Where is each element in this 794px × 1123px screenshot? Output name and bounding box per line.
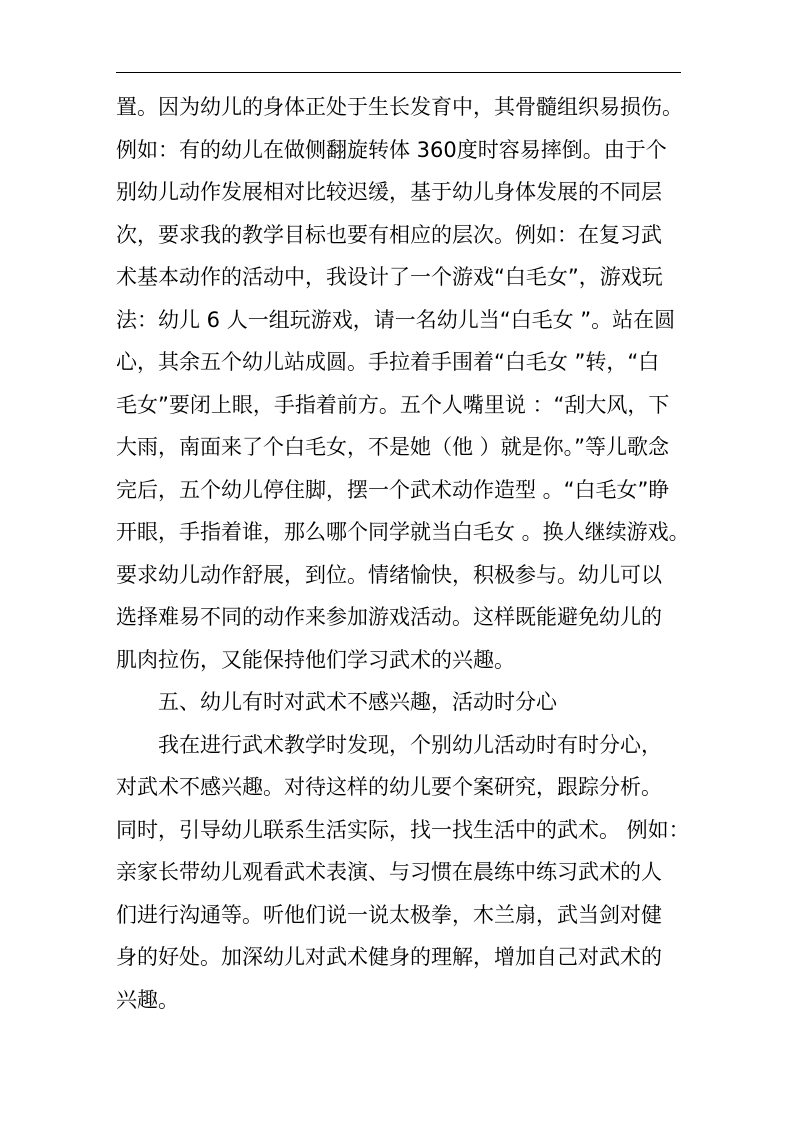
text-line: 选择难易不同的动作来参加游戏活动。这样既能避免幼儿的 <box>116 605 662 629</box>
paragraph-first-line: 五、幼儿有时对武术不感兴趣，活动时分心 <box>158 690 557 714</box>
text-line: 大雨，南面来了个白毛女，不是她（他 ）就是你。”等儿歌念 <box>116 435 670 459</box>
paragraph-first-line: 我在进行武术教学时发现，个别幼儿活动时有时分心， <box>158 732 662 757</box>
text-line: 例如：有的幼儿在做侧翻旋转体 360度时容易摔倒。由于个 <box>116 137 667 162</box>
text-line: 要求幼儿动作舒展，到位。情绪愉快，积极参与。幼儿可以 <box>116 562 662 587</box>
text-line: 毛女”要闭上眼，手指着前方。五个人嘴里说 ：“刮大风，下 <box>116 392 670 417</box>
text-line: 法：幼儿 6 人一组玩游戏，请一名幼儿当“白毛女 ”。站在圆 <box>116 307 676 332</box>
text-line: 开眼，手指着谁，那么哪个同学就当白毛女 。换人继续游戏。 <box>116 520 690 544</box>
document-body <box>116 86 690 1021</box>
text-line: 同时，引导幼儿联系生活实际，找一找生活中的武术。 例如： <box>116 817 690 842</box>
text-line: 心，其余五个幼儿站成圆。手拉着手围着“白毛女 ”转，“白 <box>116 350 660 374</box>
text-line: 亲家长带幼儿观看武术表演、与习惯在晨练中练习武术的人 <box>116 860 662 884</box>
text-line: 别幼儿动作发展相对比较迟缓，基于幼儿身体发展的不同层 <box>116 180 662 204</box>
text-line: 兴趣。 <box>116 987 179 1012</box>
text-line: 身的好处。加深幼儿对武术健身的理解，增加自己对武术的 <box>116 945 662 969</box>
text-line: 完后，五个幼儿停住脚，摆一个武术动作造型 。“白毛女”睁 <box>116 477 670 502</box>
text-line: 置。因为幼儿的身体正处于生长发育中，其骨髓组织易损伤。 <box>116 95 683 119</box>
text-line: 们进行沟通等。听他们说一说太极拳，木兰扇，武当剑对健 <box>116 902 662 927</box>
text-line: 术基本动作的活动中，我设计了一个游戏“白毛女”，游戏玩 <box>116 265 663 289</box>
header-rule <box>116 72 681 73</box>
text-line: 肌肉拉伤，又能保持他们学习武术的兴趣。 <box>116 647 515 672</box>
text-line: 次，要求我的教学目标也要有相应的层次。例如：在复习武 <box>116 222 662 247</box>
text-line: 对武术不感兴趣。对待这样的幼儿要个案研究，跟踪分析。 <box>116 775 662 799</box>
